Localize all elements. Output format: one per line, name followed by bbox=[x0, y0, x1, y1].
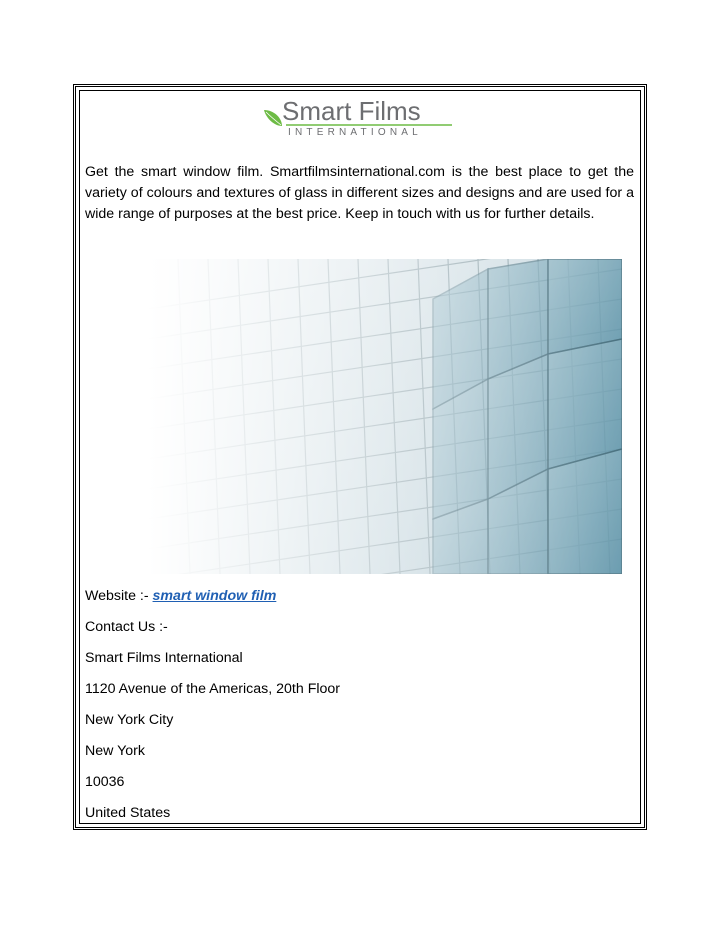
logo-subtitle: INTERNATIONAL bbox=[288, 127, 422, 136]
glass-building-photo bbox=[148, 259, 622, 574]
state: New York bbox=[85, 743, 145, 759]
zip-code: 10036 bbox=[85, 774, 125, 790]
website-label: Website :- bbox=[85, 588, 153, 604]
website-link[interactable]: smart window film bbox=[152, 588, 277, 604]
logo-wordmark: Smart Films bbox=[282, 96, 421, 126]
website-line bbox=[85, 587, 276, 605]
glass-facade-image bbox=[148, 259, 622, 574]
smart-films-logo bbox=[262, 96, 454, 136]
country: United States bbox=[85, 805, 171, 821]
city: New York City bbox=[85, 712, 174, 728]
logo-graphic bbox=[262, 96, 454, 136]
contact-label: Contact Us :- bbox=[85, 619, 168, 635]
company-name: Smart Films International bbox=[85, 650, 243, 666]
description-text: Get the smart window film. Smartfilmsinternational.com is the best place to get the variety of colours and textures of glass in different sizes and designs and are used for a wide range of purposes at the best price. Keep in touch with us for further details. bbox=[85, 164, 634, 222]
street-address: 1120 Avenue of the Americas, 20th Floor bbox=[85, 681, 341, 697]
